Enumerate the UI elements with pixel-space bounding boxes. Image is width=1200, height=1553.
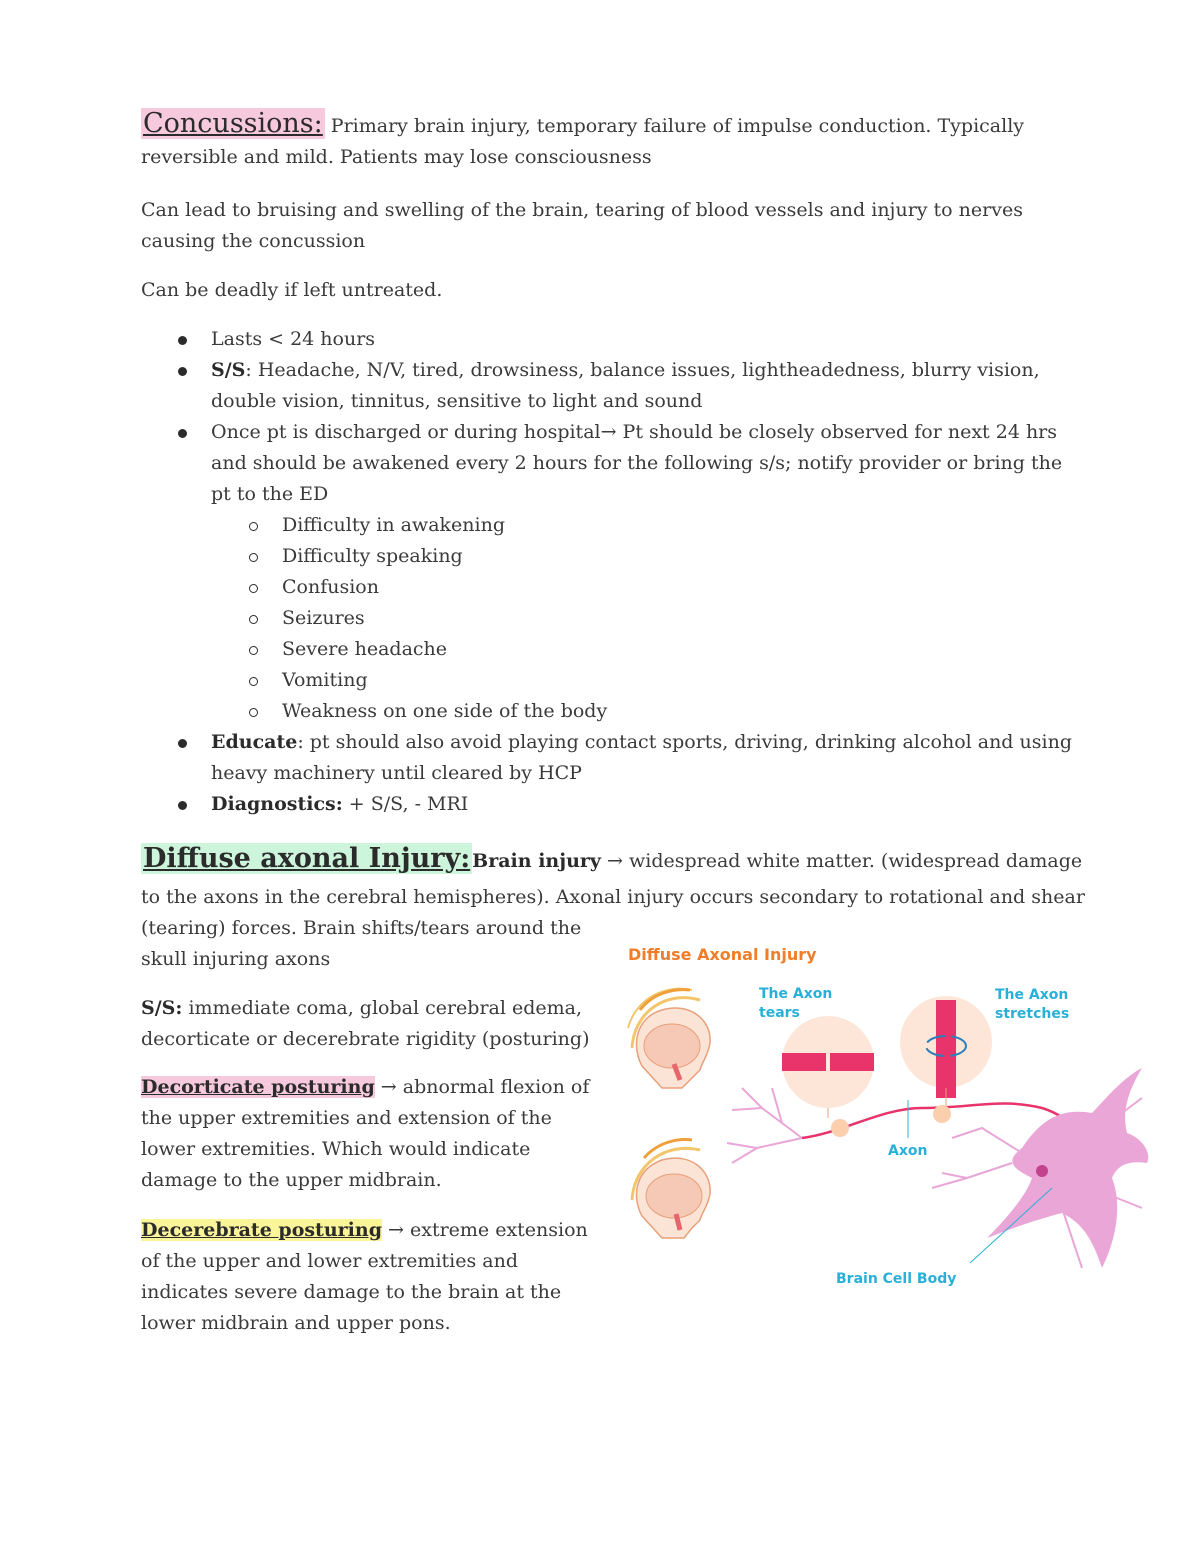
bullet-educate-text: : pt should also avoid playing contact sports, driving, drinking alcohol and using heavy machinery until cleared by HCP — [211, 731, 1072, 784]
bullet-discharge-text: Once pt is discharged or during hospital→ Pt should be closely observed for next 24 hrs and should be awakened every 2 hours for the following s/s; notify provider or bring the pt to the ED — [211, 421, 1063, 505]
decerebrate-label: Decerebrate posturing — [141, 1219, 382, 1241]
axon-tears-label-line1: The Axon — [759, 986, 833, 1002]
bullet-lasts — [141, 324, 1081, 355]
list-item: Confusion — [211, 572, 1081, 603]
figure-title: Diffuse Axonal Injury — [628, 945, 817, 964]
dai-intro-line1-text: → widespread white matter. (widespread damage — [600, 850, 1083, 872]
svg-text:|: | — [826, 1059, 830, 1069]
dai-ss-text: immediate coma, global cerebral edema, decorticate or decerebrate rigidity (posturing) — [141, 997, 590, 1050]
bullet-ss-label: S/S — [211, 359, 246, 381]
axon-tears-label-line2: tears — [759, 1005, 800, 1021]
bullet-discharge — [141, 417, 1081, 727]
decerebrate-text: → extreme extension of the upper and lower extremities and indicates severe damage to the brain at the lower midbrain and upper pons. — [141, 1219, 588, 1334]
list-item: Vomiting — [211, 665, 1081, 696]
dai-intro-line4: skull injuring axons — [141, 948, 331, 970]
concussions-bullet-list — [141, 324, 1081, 820]
bullet-lasts-text: Lasts < 24 hours — [211, 328, 376, 350]
dai-intro-line1 — [141, 843, 1141, 877]
neuron-cell-body — [932, 1068, 1148, 1268]
concussions-intro-text: Primary brain injury, temporary failure of impulse conduction. Typically reversible and mild. Patients may lose consciousness — [141, 115, 1025, 168]
decorticate-text: → abnormal flexion of the upper extremities and extension of the lower extremities. Which would indicate damage to the upper midbrain. — [141, 1076, 590, 1191]
bullet-diagnostics-text: + S/S, - MRI — [342, 793, 469, 815]
bullet-diagnostics — [141, 789, 1081, 820]
axon-dendrites-left — [727, 1088, 802, 1163]
dai-brain-injury-label: Brain injury — [472, 850, 601, 872]
axon-tears-circle — [782, 1016, 874, 1137]
head-icon — [632, 1140, 710, 1238]
axon-stretches-label-line2: stretches — [995, 1006, 1070, 1022]
axon-label: Axon — [888, 1143, 928, 1159]
bullet-ss — [141, 355, 1081, 417]
head-icon — [628, 989, 710, 1088]
bullet-educate — [141, 727, 1081, 789]
axon-stretches-label-line1: The Axon — [995, 987, 1069, 1003]
decerebrate-paragraph — [141, 1215, 611, 1339]
cell-body-pointer-line — [970, 1188, 1052, 1263]
list-item: Difficulty speaking — [211, 541, 1081, 572]
decorticate-paragraph — [141, 1072, 611, 1196]
dai-heading: Diffuse axonal Injury: — [143, 843, 471, 874]
bullet-ss-text: : Headache, N/V, tired, drowsiness, balance issues, lightheadedness, blurry vision, double vision, tinnitus, sensitive to light and sound — [211, 359, 1040, 412]
concussions-para3: Can be deadly if left untreated. — [141, 279, 443, 301]
dai-ss-label: S/S: — [141, 997, 183, 1019]
cell-body-label: Brain Cell Body — [836, 1271, 957, 1287]
list-item: Difficulty in awakening — [211, 510, 1081, 541]
concussions-heading: Concussions: — [143, 108, 323, 139]
dai-intro-line3: (tearing) forces. Brain shifts/tears around the — [141, 917, 582, 939]
decorticate-label: Decorticate posturing — [141, 1076, 375, 1098]
list-item: Weakness on one side of the body — [211, 696, 1081, 727]
dai-intro-line2: to the axons in the cerebral hemispheres). Axonal injury occurs secondary to rotational and shear — [141, 886, 1085, 908]
list-item: Seizures — [211, 603, 1081, 634]
warning-signs-list — [211, 510, 1081, 727]
list-item: Severe headache — [211, 634, 1081, 665]
bullet-educate-label: Educate — [211, 731, 298, 753]
concussions-para2: Can lead to bruising and swelling of the brain, tearing of blood vessels and injury to nerves causing the concussion — [141, 199, 1023, 252]
dai-ss — [141, 993, 611, 1055]
diffuse-axonal-injury-figure — [622, 938, 1152, 1308]
concussions-intro — [141, 108, 1041, 173]
bullet-diagnostics-label: Diagnostics: — [211, 793, 343, 815]
